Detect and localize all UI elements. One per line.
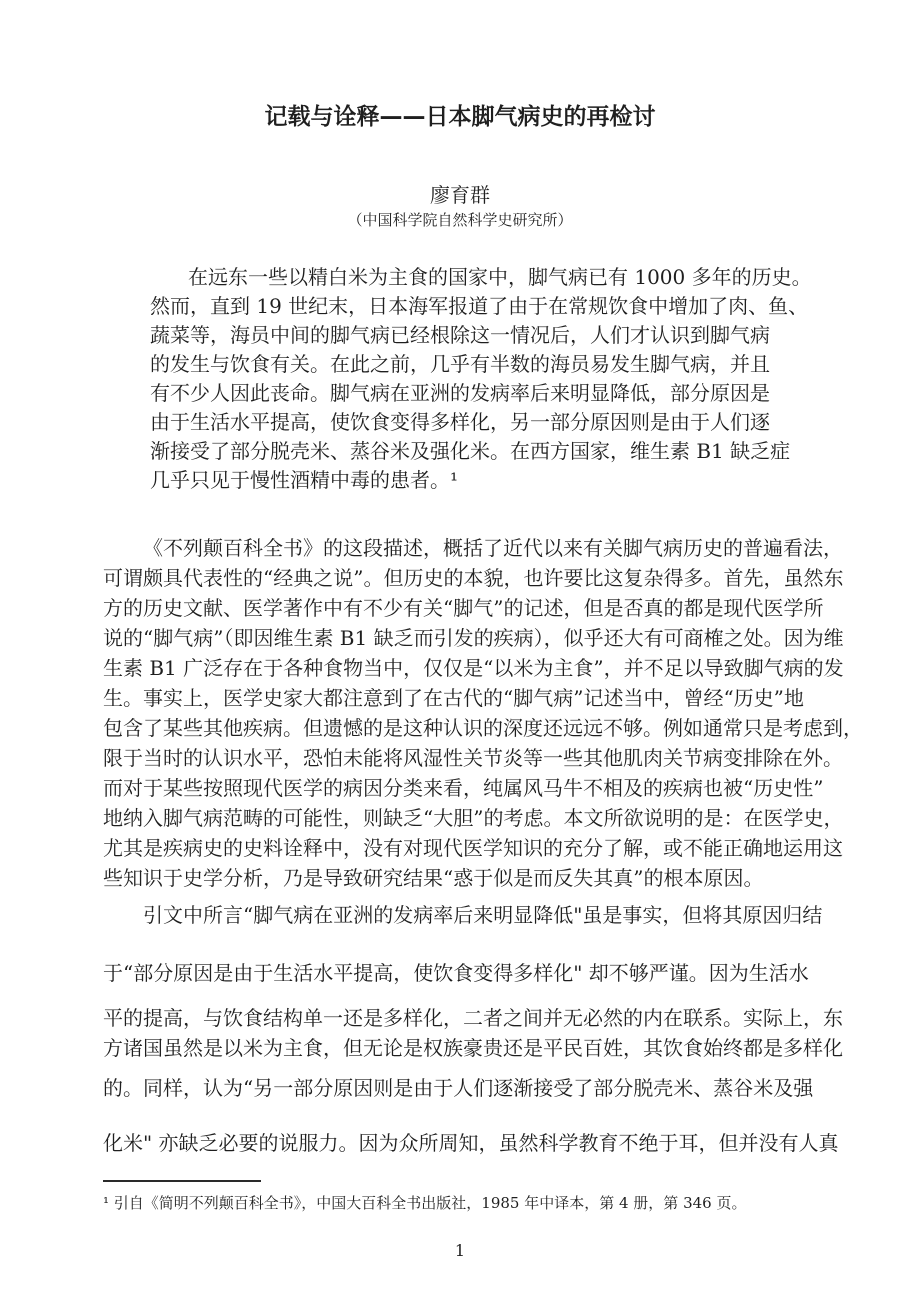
body-paragraph-1 <box>103 533 863 893</box>
body-line: 可谓颇具代表性的“经典之说”。但历史的本貌，也许要比这复杂得多。首先，虽然东 <box>103 566 844 590</box>
quote-line: 由于生活水平提高，使饮食变得多样化，另一部分原因则是由于人们逐 <box>150 410 770 434</box>
body-line: 地纳入脚气病范畴的可能性，则缺乏“大胆”的考虑。本文所欲说明的是：在医学史， <box>103 806 844 830</box>
body-line: 《不列颠百科全书》的这段描述，概括了近代以来有关脚气病历史的普遍看法， <box>143 536 843 560</box>
body-line: 包含了某些其他疾病。但遗憾的是这种认识的深度还远远不够。例如通常只是考虑到， <box>103 716 863 740</box>
quote-line: 在远东一些以精白米为主食的国家中，脚气病已有 1000 多年的历史。 <box>188 265 812 289</box>
quote-line: 蔬菜等，海员中间的脚气病已经根除这一情况后，人们才认识到脚气病 <box>150 323 770 347</box>
footnote-separator <box>103 1180 261 1182</box>
body-line: 的。同样，认为“另一部分原因则是由于人们逐渐接受了部分脱壳米、蒸谷米及强 <box>103 1076 814 1100</box>
page-title: 记载与诠释——日本脚气病史的再检讨 <box>264 104 656 130</box>
author-name: 廖育群 <box>430 183 490 207</box>
body-line: 些知识于史学分析，乃是导致研究结果“惑于似是而反失其真”的根本原因。 <box>103 866 764 890</box>
body-line: 引文中所言“脚气病在亚洲的发病率后来明显降低"虽是事实，但将其原因归结 <box>143 903 823 927</box>
quote-line: 渐接受了部分脱壳米、蒸谷米及强化米。在西方国家，维生素 B1 缺乏症 <box>150 439 791 463</box>
body-line: 说的“脚气病”（即因维生素 B1 缺乏而引发的疾病），似乎还大有可商榷之处。因为维 <box>103 626 844 650</box>
quote-line: 有不少人因此丧命。脚气病在亚洲的发病率后来明显降低，部分原因是 <box>150 381 770 405</box>
quote-line: 然而，直到 19 世纪末，日本海军报道了由于在常规饮食中增加了肉、鱼、 <box>150 294 809 318</box>
body-line: 生素 B1 广泛存在于各种食物当中，仅仅是“以米为主食”，并不足以导致脚气病的发 <box>103 656 844 680</box>
author-affiliation: （中国科学院自然科学史研究所） <box>347 211 573 229</box>
body-line: 平的提高，与饮食结构单一还是多样化，二者之间并无必然的内在联系。实际上，东 <box>103 1006 843 1030</box>
quote-line: 的发生与饮食有关。在此之前，几乎有半数的海员易发生脚气病，并且 <box>150 352 770 376</box>
footnote-text: ¹ 引自《简明不列颠百科全书》，中国大百科全书出版社，1985 年中译本，第 4 册，第 346 页。 <box>103 1194 747 1212</box>
body-line: 限于当时的认识水平，恐怕未能将风湿性关节炎等一些其他肌肉关节病变排除在外。 <box>103 746 843 770</box>
body-paragraph-2 <box>103 900 843 1158</box>
quote-line: 几乎只见于慢性酒精中毒的患者。¹ <box>150 468 459 492</box>
body-line: 方诸国虽然是以米为主食，但无论是权族豪贵还是平民百姓，其饮食始终都是多样化 <box>103 1036 843 1060</box>
block-quote <box>150 263 812 495</box>
body-line: 方的历史文献、医学著作中有不少有关“脚气”的记述，但是否真的都是现代医学所 <box>103 596 824 620</box>
body-line: 生。事实上，医学史家大都注意到了在古代的“脚气病”记述当中，曾经“历史”地 <box>103 686 804 710</box>
body-line: 尤其是疾病史的史料诠释中，没有对现代医学知识的充分了解，或不能正确地运用这 <box>103 836 843 860</box>
body-line: 于“部分原因是由于生活水平提高，使饮食变得多样化" 却不够严谨。因为生活水 <box>103 961 809 985</box>
body-line: 而对于某些按照现代医学的病因分类来看，纯属风马牛不相及的疾病也被“历史性” <box>103 776 824 800</box>
body-line: 化米" 亦缺乏必要的说服力。因为众所周知，虽然科学教育不绝于耳，但并没有人真 <box>103 1131 839 1155</box>
page-number: 1 <box>454 1241 466 1260</box>
